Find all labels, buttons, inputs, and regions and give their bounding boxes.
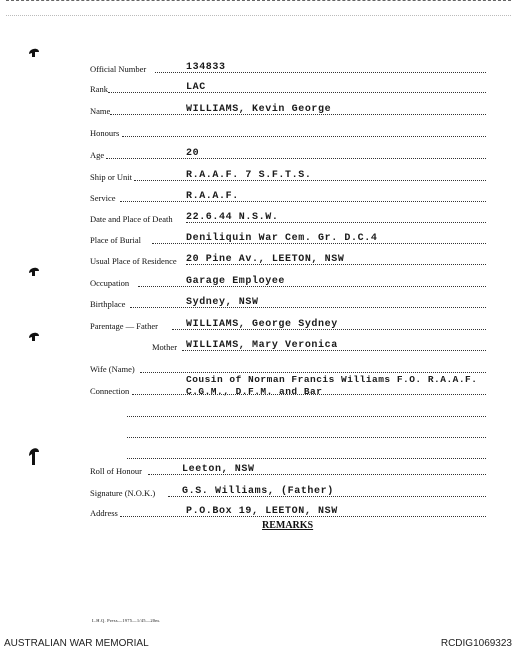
- value-age: 20: [186, 148, 200, 159]
- value-rank: LAC: [186, 82, 206, 93]
- field-parentage-father: [0, 311, 516, 333]
- label-wife: Wife (Name): [90, 364, 135, 374]
- label-date-place-of-death: Date and Place of Death: [90, 214, 173, 224]
- label-parentage-father: Parentage — Father: [90, 321, 158, 331]
- label-official-number: Official Number: [90, 64, 147, 74]
- value-official-number: 134833: [186, 62, 226, 73]
- field-mother: [0, 332, 516, 354]
- value-service: R.A.A.F.: [186, 191, 239, 202]
- label-age: Age: [90, 150, 105, 160]
- value-occupation: Garage Employee: [186, 276, 286, 287]
- footer-record-id: RCDIG1069323: [440, 638, 512, 649]
- label-service: Service: [90, 193, 116, 203]
- dotted-line: [127, 416, 486, 417]
- dotted-line: [130, 307, 486, 308]
- field-birthplace: [0, 289, 516, 311]
- field-roll-of-honour: [0, 456, 516, 478]
- remarks-heading: REMARKS: [262, 520, 314, 531]
- field-rank: [0, 74, 516, 96]
- printer-imprint: L.H.Q. Press—1975—1/45—20m.: [92, 618, 161, 623]
- label-birthplace: Birthplace: [90, 299, 126, 309]
- value-name: WILLIAMS, Kevin George: [186, 104, 332, 115]
- dotted-line: [108, 92, 486, 93]
- value-parentage-father: WILLIAMS, George Sydney: [186, 319, 338, 330]
- label-address: Address: [90, 508, 118, 518]
- label-honours: Honours: [90, 128, 120, 138]
- field-address: [0, 498, 516, 520]
- field-date-place-of-death: [0, 204, 516, 226]
- value-mother: WILLIAMS, Mary Veronica: [186, 340, 338, 351]
- field-usual-residence: [0, 246, 516, 268]
- dotted-line: [120, 201, 486, 202]
- field-wife: [0, 354, 516, 376]
- label-name: Name: [90, 106, 111, 116]
- dotted-line: [106, 158, 486, 159]
- label-usual-residence: Usual Place of Residence: [90, 256, 177, 266]
- field-name: [0, 96, 516, 118]
- field-official-number: [0, 54, 516, 76]
- label-signature: Signature (N.O.K.): [90, 488, 156, 498]
- label-connection: Connection: [90, 386, 130, 396]
- field-service: [0, 183, 516, 205]
- value-address: P.O.Box 19, LEETON, NSW: [186, 506, 338, 517]
- dotted-line: [127, 437, 486, 438]
- dotted-line: [140, 372, 486, 373]
- field-honours: [0, 118, 516, 140]
- value-ship-or-unit: R.A.A.F. 7 S.F.T.S.: [186, 170, 312, 181]
- footer-archive-name: AUSTRALIAN WAR MEMORIAL: [4, 638, 149, 649]
- value-connection-line1: Cousin of Norman Francis Williams F.O. R.A.A.F.: [186, 374, 478, 385]
- value-usual-residence: 20 Pine Av., LEETON, NSW: [186, 254, 345, 265]
- continuation-line: [0, 398, 516, 420]
- dotted-line: [122, 136, 486, 137]
- label-mother: Mother: [152, 342, 178, 352]
- value-birthplace: Sydney, NSW: [186, 297, 259, 308]
- field-ship-or-unit: [0, 162, 516, 184]
- label-rank: Rank: [90, 84, 108, 94]
- field-occupation: [0, 268, 516, 290]
- card-top-edge: [6, 0, 511, 16]
- label-ship-or-unit: Ship or Unit: [90, 172, 133, 182]
- value-date-place-of-death: 22.6.44 N.S.W.: [186, 212, 279, 223]
- field-place-of-burial: [0, 225, 516, 247]
- label-roll-of-honour: Roll of Honour: [90, 466, 142, 476]
- label-place-of-burial: Place of Burial: [90, 235, 141, 245]
- label-occupation: Occupation: [90, 278, 130, 288]
- value-signature: G.S. Williams, (Father): [182, 486, 334, 497]
- continuation-line: [0, 419, 516, 441]
- field-signature: [0, 478, 516, 500]
- field-age: [0, 140, 516, 162]
- value-connection-line2: C.G.M., D.F.M. and Bar: [186, 386, 323, 397]
- value-roll-of-honour: Leeton, NSW: [182, 464, 255, 475]
- value-place-of-burial: Deniliquin War Cem. Gr. D.C.4: [186, 233, 378, 244]
